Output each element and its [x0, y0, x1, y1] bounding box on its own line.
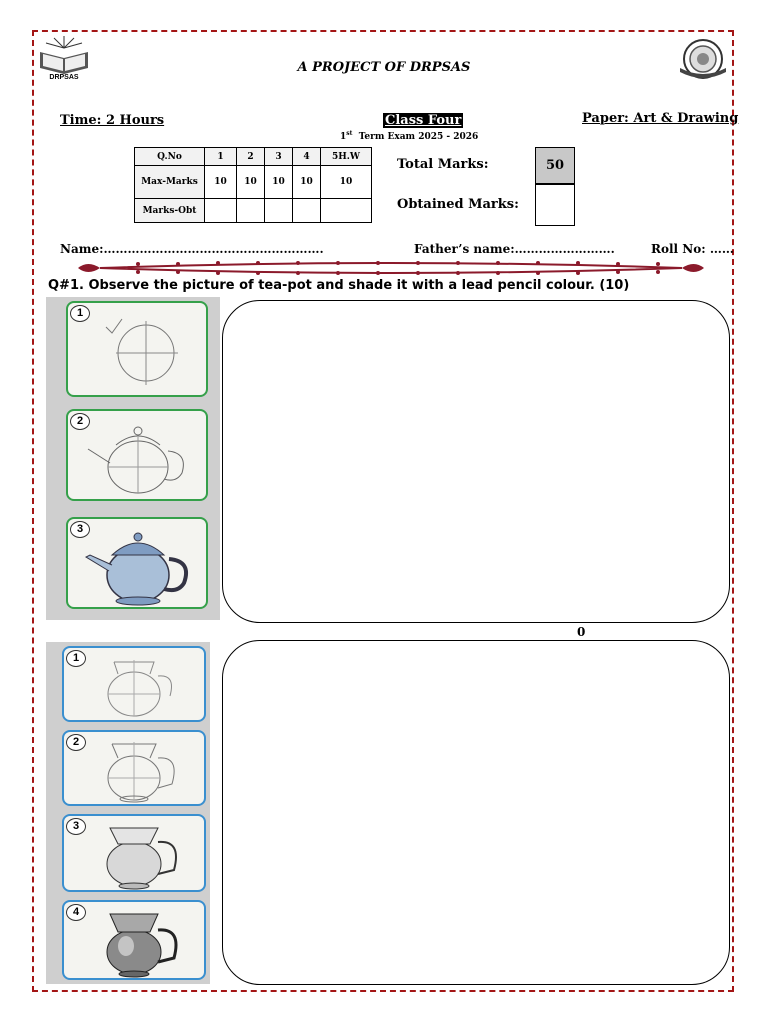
jug-step-4-panel [62, 900, 206, 980]
jug-step-3-shaded [86, 820, 186, 890]
header-q4: 4 [293, 148, 321, 166]
obt-q1[interactable] [205, 199, 237, 223]
step-number: 2 [70, 413, 90, 430]
student-name-field[interactable]: Name:………………………………………………. [60, 242, 324, 256]
max-q3: 10 [265, 166, 293, 199]
question-1: Q#1. Observe the picture of tea-pot and shade it with a lead pencil colour. (10) [48, 278, 630, 293]
step-number: 2 [66, 734, 86, 751]
page-number: 0 [577, 625, 586, 639]
paper-subject: Paper: Art & Drawing [582, 111, 739, 126]
jug-step-1-sketch [86, 652, 186, 720]
exam-time: Time: 2 Hours [60, 113, 165, 128]
step-number: 4 [66, 904, 86, 921]
jug-step-3-panel [62, 814, 206, 892]
teapot-step-2-sketch [82, 419, 197, 499]
jug-drawing-area[interactable] [222, 640, 730, 985]
header-qno: Q.No [135, 148, 205, 166]
teapot-step-3-panel [66, 517, 208, 609]
teapot-step-1-sketch [88, 313, 188, 393]
teapot-step-3-shaded [82, 525, 197, 607]
teapot-drawing-area[interactable] [222, 300, 730, 623]
term-label: 1st Term Exam 2025 - 2026 [340, 130, 479, 142]
max-q4: 10 [293, 166, 321, 199]
teapot-step-1-panel [66, 301, 208, 397]
obt-hw[interactable] [321, 199, 372, 223]
obt-q3[interactable] [265, 199, 293, 223]
header-q2: 2 [237, 148, 265, 166]
max-marks-row [135, 166, 372, 199]
roll-no-field[interactable]: Roll No: …… [651, 242, 734, 256]
decorative-border-divider [78, 260, 704, 276]
teapot-step-2-panel [66, 409, 208, 501]
obt-q2[interactable] [237, 199, 265, 223]
jug-step-2-sketch [86, 736, 186, 804]
total-marks-label: Total Marks: [397, 157, 489, 172]
obt-q4[interactable] [293, 199, 321, 223]
jug-steps-image [46, 642, 210, 984]
step-number: 1 [70, 305, 90, 322]
max-marks-label: Max-Marks [135, 166, 205, 199]
step-number: 1 [66, 650, 86, 667]
jug-step-4-shaded [86, 906, 186, 978]
class-name: Class Four [385, 113, 462, 128]
step-number: 3 [66, 818, 86, 835]
obtained-marks-label: Obtained Marks: [397, 197, 519, 212]
header-q3: 3 [265, 148, 293, 166]
max-hw: 10 [321, 166, 372, 199]
header-q1: 1 [205, 148, 237, 166]
project-title: A PROJECT OF DRPSAS [297, 60, 471, 75]
step-number: 3 [70, 521, 90, 538]
marks-obt-label: Marks-Obt [135, 199, 205, 223]
marks-header-row [135, 148, 372, 166]
obtained-marks-row [135, 199, 372, 223]
max-q2: 10 [237, 166, 265, 199]
total-marks-value: 50 [535, 147, 575, 184]
svg-text:DRPSAS: DRPSAS [49, 74, 79, 80]
father-name-field[interactable]: Father’s name:……………………. [414, 242, 615, 256]
jug-step-2-panel [62, 730, 206, 806]
obtained-marks-box[interactable] [535, 184, 575, 226]
marks-table [134, 147, 372, 223]
header-hw: 5H.W [321, 148, 372, 166]
jug-step-1-panel [62, 646, 206, 722]
max-q1: 10 [205, 166, 237, 199]
teapot-steps-image [46, 297, 220, 620]
